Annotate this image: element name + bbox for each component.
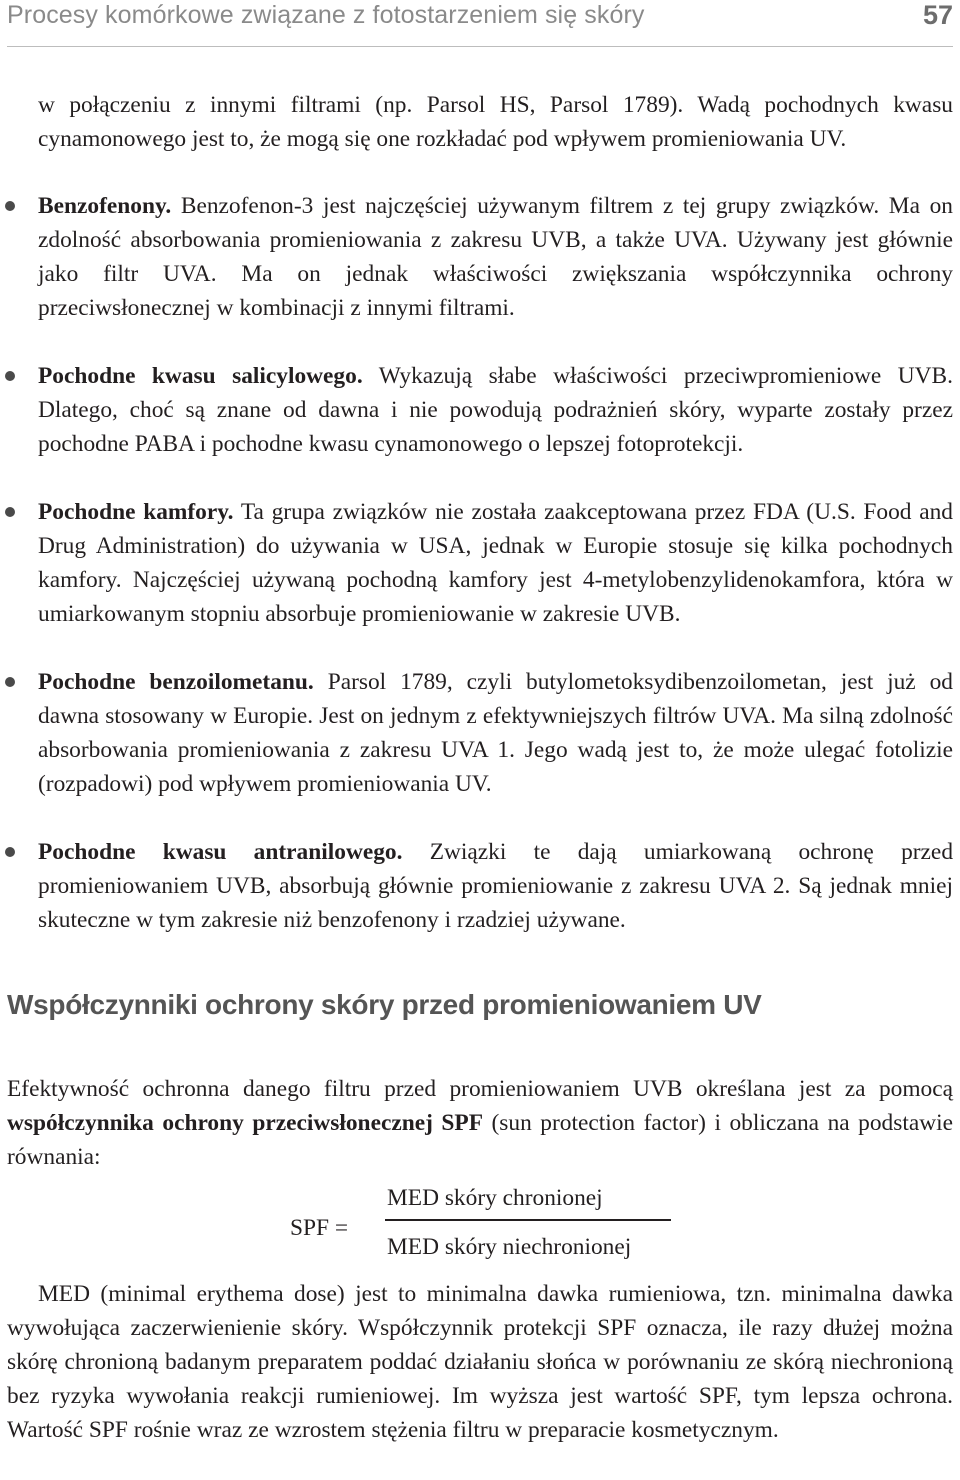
- section-heading: Współczynniki ochrony skóry przed promieniowaniem UV: [7, 989, 762, 1020]
- running-title: Procesy komórkowe związane z fotostarzeniem się skóry: [7, 1, 645, 29]
- list-item-term: Pochodne kwasu salicylowego.: [38, 363, 363, 389]
- list-item-term: Pochodne benzoilometanu.: [38, 669, 314, 695]
- list-item: [38, 665, 953, 801]
- list-item-text: Wykazują słabe właściwości przeciwpromieniowe UVB. Dlatego, choć są znane od dawna i nie powodują podrażnień skóry, wyparte zostały przez pochodne PABA i pochodne kwasu cynamonowego o lepszej fotoprotekcji.: [38, 363, 953, 457]
- list-item: [38, 495, 953, 631]
- list-item-text: Ta grupa związków nie została zaakceptowana przez FDA (U.S. Food and Drug Administration) do używania w USA, jednak w Europie stosuje się kilka pochodnych kamfory. Najczęściej używaną pochodną kamfory jest 4-metylobenzylidenokamfora, która w umiarkowanym stopniu absorbuje promieniowanie w zakresie UVB.: [38, 499, 954, 627]
- list-item-text: Parsol 1789, czyli butylometoksydibenzoilometan, jest już od dawna stosowany w Europie. Jest on jednym z efektywniejszych filtrów UVA. Ma silną zdolność absorbowania promieniowania z zakresu UVA 1. Jego wadą jest to, że może ulegać fotolizie (rozpadowi) pod wpływem promieniowania UV.: [38, 669, 953, 797]
- formula-lhs: SPF =: [290, 1215, 349, 1241]
- list-item-term: Benzofenony.: [38, 193, 172, 219]
- bullet-icon: [5, 507, 15, 517]
- fraction-bar: [385, 1219, 671, 1221]
- page-number: 57: [922, 0, 953, 30]
- bullet-icon: [5, 201, 15, 211]
- intro-paragraph: w połączeniu z innymi filtrami (np. Parsol HS, Parsol 1789). Wadą pochodnych kwasu cynamonowego jest to, że mogą się one rozkładać pod wpływem promieniowania UV.: [38, 92, 953, 152]
- section-paragraph: MED (minimal erythema dose) jest to minimalna dawka rumieniowa, tzn. minimalna dawka wywołująca zaczerwienienie skóry. Współczynnik protekcji SPF oznacza, ile razy dłużej można skórę chronioną badanym preparatem poddać działaniu słońca w porównaniu ze skórą niechronioną bez ryzyka wywołania reakcji rumieniowej. Im wyższa jest wartość SPF, tym lepsza ochrona. Wartość SPF rośnie wraz ze wzrostem stężenia filtru w preparacie kosmetycznym.: [7, 1281, 953, 1443]
- bullet-icon: [5, 677, 15, 687]
- formula-denominator: MED skóry niechronionej: [387, 1234, 632, 1260]
- bullet-icon: [5, 847, 15, 857]
- section-paragraph: [7, 1072, 953, 1174]
- paragraph-text: (sun protection factor) i obliczana na podstawie równania:: [7, 1110, 953, 1170]
- running-head: [7, 0, 953, 47]
- list-item-term: Pochodne kamfory.: [38, 499, 234, 525]
- paragraph-text: Efektywność ochronna danego filtru przed promieniowaniem UVB określana jest za pomocą: [7, 1076, 953, 1102]
- list-item: [38, 835, 953, 937]
- paragraph-term: współczynnika ochrony przeciwsłonecznej SPF: [7, 1110, 483, 1136]
- bullet-icon: [5, 371, 15, 381]
- list-item-term: Pochodne kwasu antranilowego.: [38, 839, 403, 865]
- list-item-text: Związki te dają umiarkowaną ochronę przed promieniowaniem UVB, absorbują głównie promieniowanie z zakresu UVA 2. Są jednak mniej skuteczne w tym zakresie niż benzofenony i rzadziej używane.: [38, 839, 954, 933]
- formula-numerator: MED skóry chronionej: [387, 1185, 603, 1211]
- list-item-text: Benzofenon-3 jest najczęściej używanym filtrem z tej grupy związków. Ma on zdolność absorbowania promieniowania z zakresu UVB, a także UVA. Używany jest głównie jako filtr UVA. Ma on jednak właściwości zwiększania współczynnika ochrony przeciwsłonecznej w kombinacji z innymi filtrami.: [38, 193, 953, 321]
- spf-formula: [290, 1180, 690, 1270]
- list-item: [38, 359, 953, 461]
- list-item: [38, 189, 953, 325]
